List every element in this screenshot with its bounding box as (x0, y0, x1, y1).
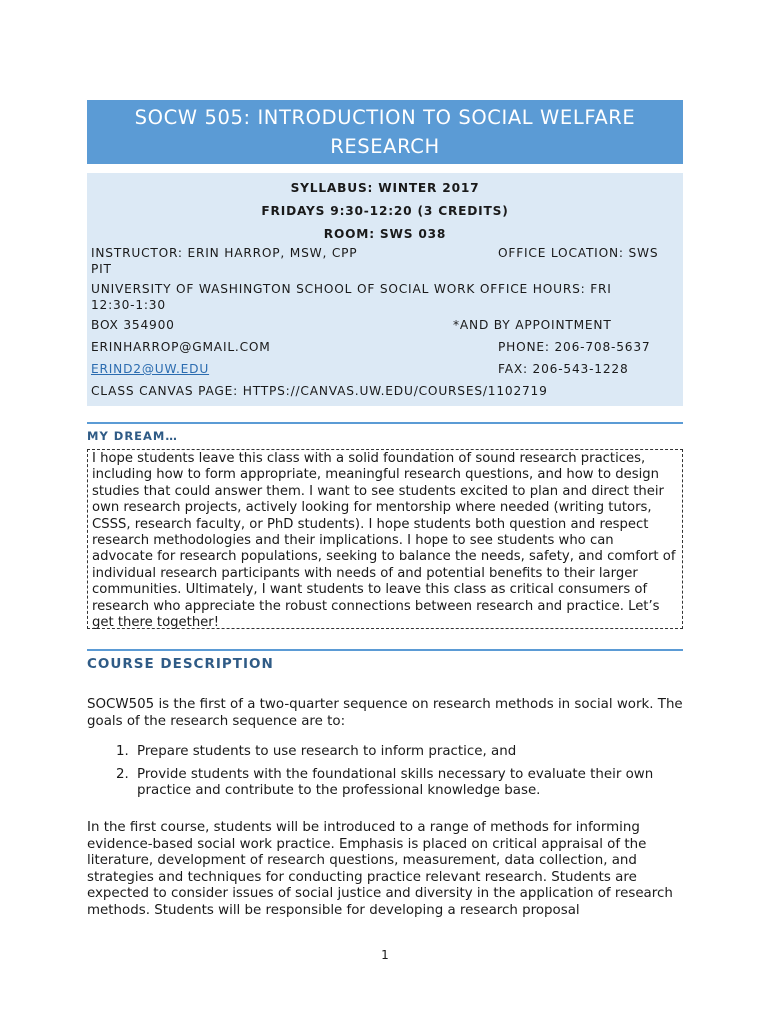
appointment-note: *AND BY APPOINTMENT (453, 318, 612, 332)
course-title: SOCW 505: INTRODUCTION TO SOCIAL WELFARE RESEARCH (87, 100, 683, 164)
office-hours-time: 12:30-1:30 (91, 297, 166, 312)
info-row-instructor (91, 246, 679, 282)
info-row-email (91, 340, 679, 362)
course-info-box (87, 173, 683, 406)
instructor-name: INSTRUCTOR: ERIN HARROP, MSW, CPP (91, 246, 358, 260)
course-intro: SOCW505 is the first of a two-quarter sequence on research methods in social work. The goals of the research sequence are to: (87, 697, 683, 729)
dream-heading: MY DREAM… (87, 422, 683, 449)
goal-item: 1. Prepare students to use research to inform practice, and (133, 744, 683, 761)
dream-text: I hope students leave this class with a solid foundation of sound research practices, including how to form appropriate, meaningful research questions, and how to design studies that could answer them. I want to see students excited to plan and direct their own research projects, actively looking for mentorship where needed (writing tutors, CSSS, research faculty, or PhD students). I hope students both question and respect research methodologies and their implications. I hope to see students who can advocate for research populations, seeking to balance the needs, safety, and comfort of individual research participants with needs of and potential benefits to their larger communities. Ultimately, I want students to leave this class as critical consumers of research who appreciate the robust connections between research and practice. Let’s get there together! (92, 451, 676, 631)
canvas-page: CLASS CANVAS PAGE: HTTPS://CANVAS.UW.EDU/COURSES/1102719 (91, 384, 548, 398)
phone-number: PHONE: 206-708-5637 (498, 340, 651, 354)
info-row-uw-email (91, 362, 679, 384)
dream-text-box (87, 449, 683, 629)
university-name: UNIVERSITY OF WASHINGTON SCHOOL OF SOCIAL WORK (91, 282, 476, 296)
info-row-university (91, 282, 679, 318)
office-location-cont: PIT (91, 261, 112, 276)
syllabus-term: SYLLABUS: WINTER 2017 (290, 181, 480, 195)
course-details: In the first course, students will be introduced to a range of methods for informing evidence-based social work practice. Emphasis is placed on critical appraisal of the literature, development of research questions, measurement, data collection, and strategies and techniques for conducting practice relevant research. Students are expected to consider issues of social justice and diversity in the application of research methods. Students will be responsible for developing a research proposal (87, 819, 673, 918)
class-schedule: FRIDAYS 9:30-12:20 (3 CREDITS) (261, 204, 509, 218)
office-location: OFFICE LOCATION: SWS (498, 246, 659, 260)
info-row-canvas (91, 384, 679, 402)
class-room: ROOM: SWS 038 (323, 227, 447, 241)
page-number: 1 (381, 948, 389, 962)
uw-email-link[interactable]: ERIND2@UW.EDU (91, 362, 210, 376)
mail-box: BOX 354900 (91, 318, 175, 332)
goals-list (87, 744, 683, 800)
goal-item: 2. Provide students with the foundational skills necessary to evaluate their own practice and contribute to the professional knowledge base. (133, 767, 683, 800)
office-hours: OFFICE HOURS: FRI (479, 282, 612, 296)
info-row-box (91, 318, 679, 340)
course-description-heading: COURSE DESCRIPTION (87, 649, 683, 680)
fax-number: FAX: 206-543-1228 (498, 362, 629, 376)
syllabus-page (87, 100, 683, 920)
instructor-email: ERINHARROP@GMAIL.COM (91, 340, 271, 354)
